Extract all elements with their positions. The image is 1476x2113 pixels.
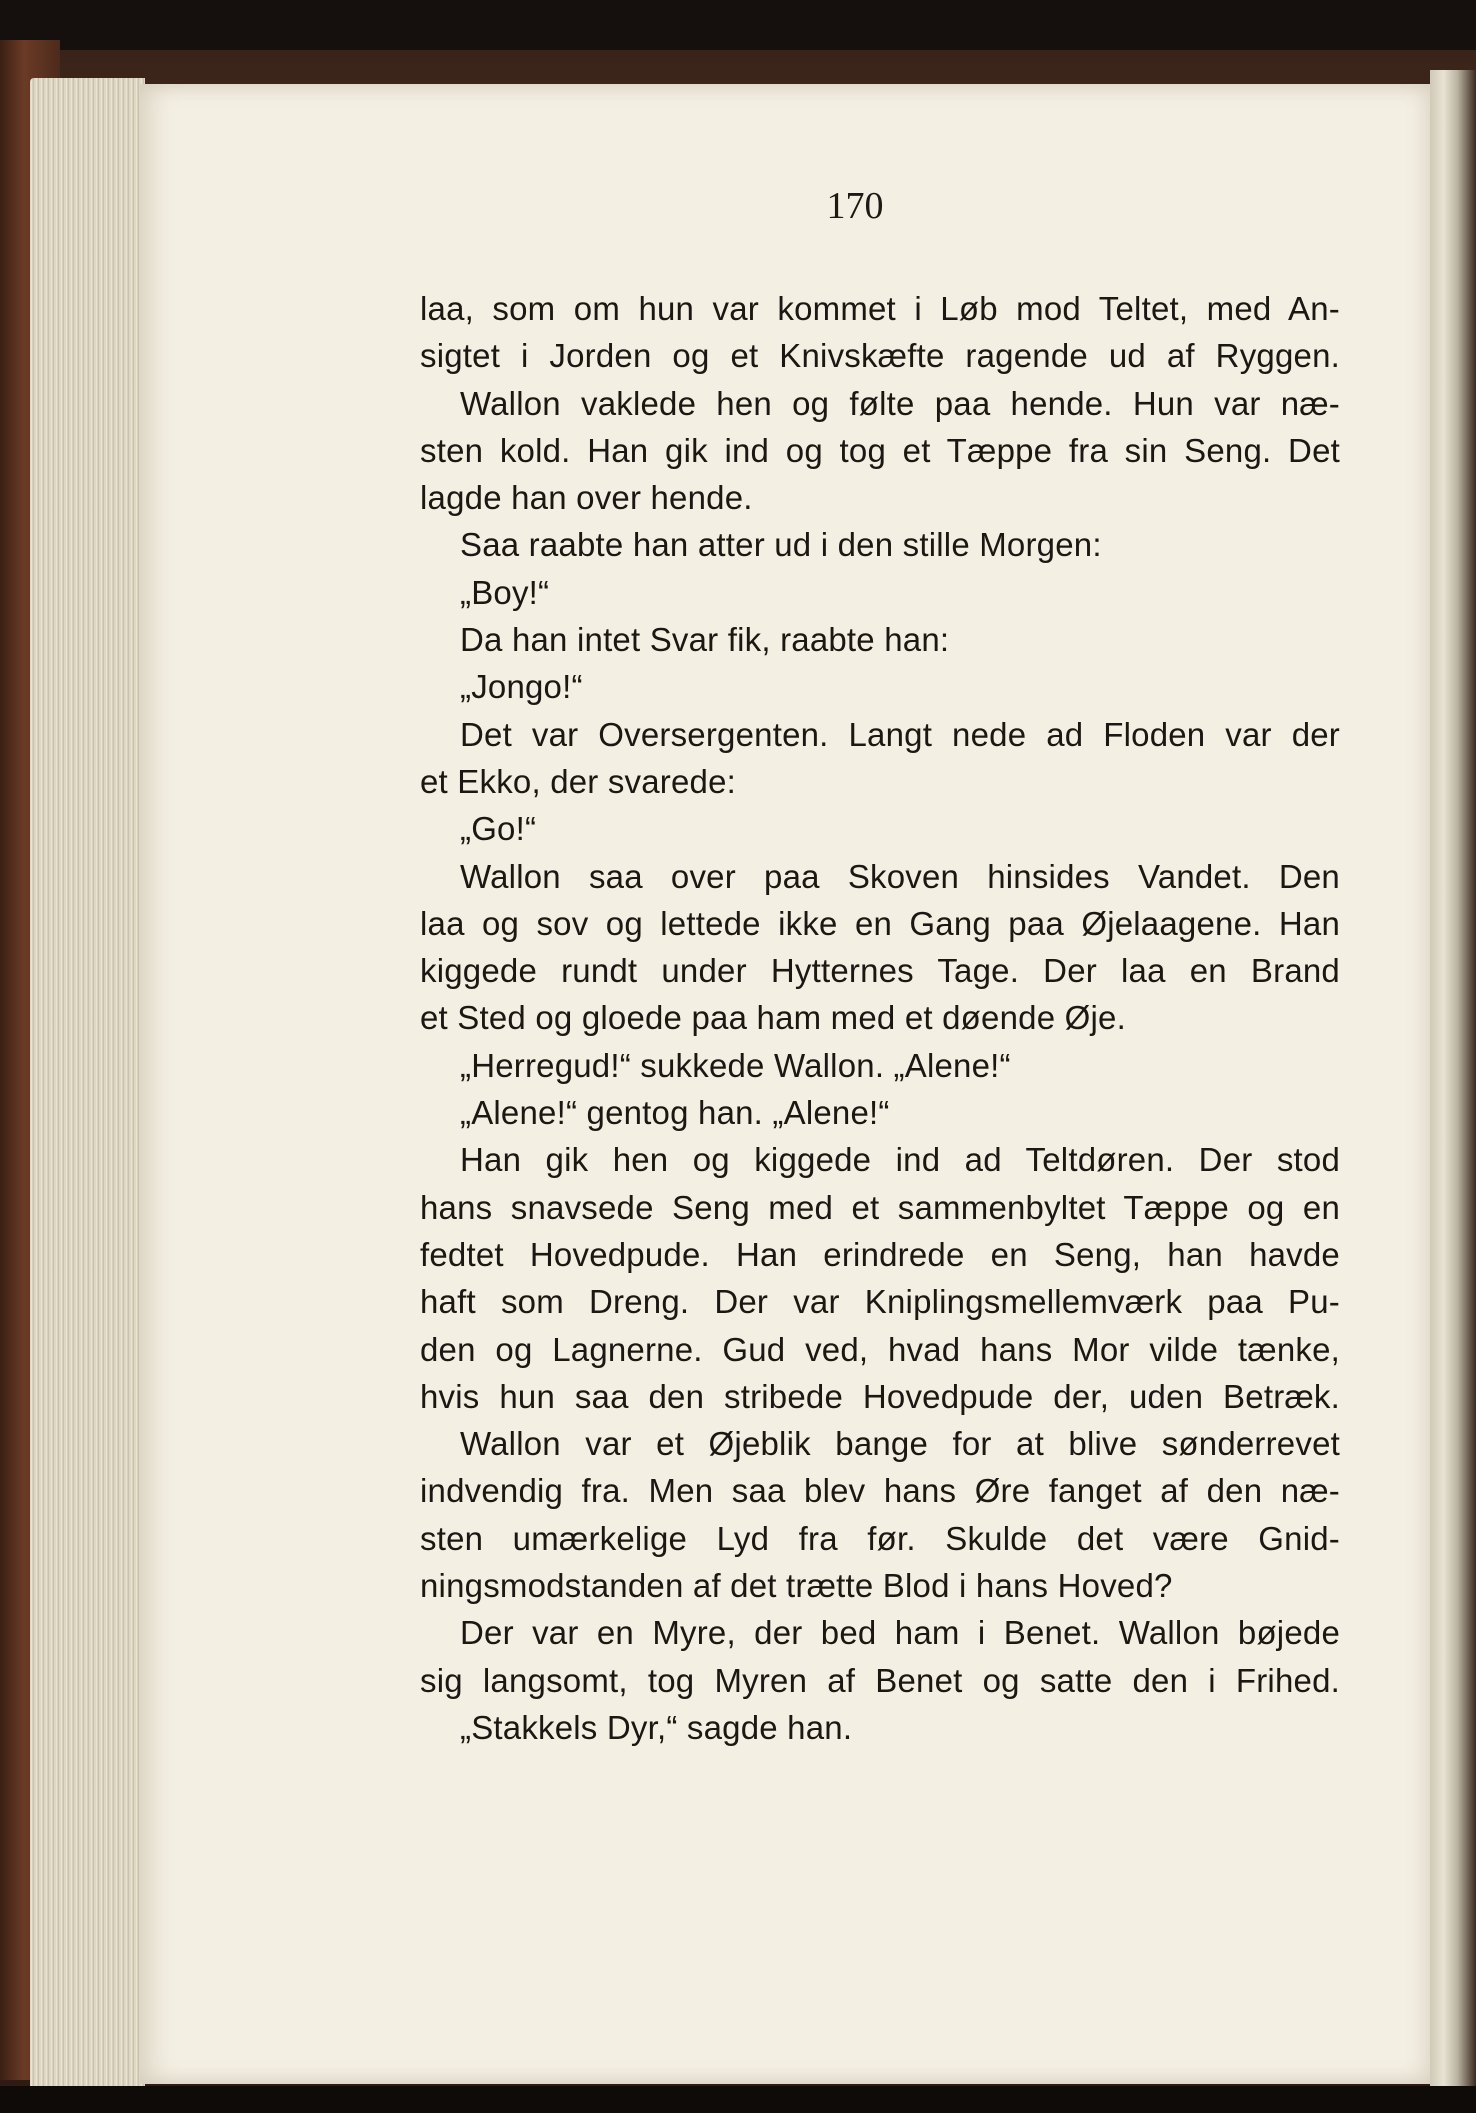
text-line: Saa raabte han atter ud i den stille Morgen:	[460, 526, 1102, 564]
text-line: kiggede rundt under Hytternes Tage. Der laa en Brand	[420, 952, 1340, 990]
page-body-text	[420, 285, 1340, 1751]
text-line: Da han intet Svar fik, raabte han:	[460, 621, 950, 659]
text-line: Wallon var et Øjeblik bange for at blive sønderrevet	[460, 1425, 1340, 1463]
scan-top-background	[0, 0, 1476, 50]
text-line: sigtet i Jorden og et Knivskæfte ragende ud af Ryggen.	[420, 337, 1340, 375]
text-line: ningsmodstanden af det trætte Blod i hans Hoved?	[420, 1567, 1173, 1605]
page-number: 170	[826, 185, 884, 227]
text-line: sten kold. Han gik ind og tog et Tæppe fra sin Seng. Det	[420, 431, 1340, 469]
text-line: Wallon vaklede hen og følte paa hende. Hun var næ-	[460, 384, 1340, 422]
text-line: laa, som om hun var kommet i Løb mod Teltet, med An-	[420, 290, 1340, 327]
text-line: et Sted og gloede paa ham med et døende Øje.	[420, 999, 1126, 1037]
text-line: Det var Oversergenten. Langt nede ad Floden var der	[460, 715, 1340, 753]
text-line: Han gik hen og kiggede ind ad Teltdøren. Der stod	[460, 1141, 1340, 1179]
text-line: sig langsomt, tog Myren af Benet og satte den i Frihed.	[420, 1661, 1340, 1699]
text-line: sten umærkelige Lyd fra før. Skulde det være Gnid-	[420, 1519, 1340, 1557]
scan-bottom-background	[0, 2086, 1476, 2113]
text-line: haft som Dreng. Der var Kniplingsmellemværk paa Pu-	[420, 1283, 1340, 1321]
text-line: „Herregud!“ sukkede Wallon. „Alene!“	[460, 1046, 1011, 1084]
text-line: hans snavsede Seng med et sammenbyltet Tæppe og en	[420, 1188, 1340, 1226]
text-line: „Go!“	[460, 810, 537, 848]
text-line: Der var en Myre, der bed ham i Benet. Wallon bøjede	[460, 1614, 1340, 1652]
text-line: „Boy!“	[460, 573, 550, 611]
text-line: lagde han over hende.	[420, 479, 753, 517]
page-stack-edge	[30, 78, 145, 2093]
text-line: „Alene!“ gentog han. „Alene!“	[460, 1094, 890, 1132]
text-line: hvis hun saa den stribede Hovedpude der, uden Betræk.	[420, 1377, 1340, 1415]
text-line: fedtet Hovedpude. Han erindrede en Seng, han havde	[420, 1235, 1340, 1273]
facing-page-edge	[1430, 70, 1476, 2113]
text-line: indvendig fra. Men saa blev hans Øre fanget af den næ-	[420, 1472, 1340, 1510]
text-line: et Ekko, der svarede:	[420, 762, 737, 800]
text-line: den og Lagnerne. Gud ved, hvad hans Mor vilde tænke,	[420, 1330, 1340, 1368]
text-line: Wallon saa over paa Skoven hinsides Vandet. Den	[460, 857, 1340, 895]
text-line: „Stakkels Dyr,“ sagde han.	[460, 1708, 853, 1746]
text-line: „Jongo!“	[460, 668, 583, 706]
text-line: laa og sov og lettede ikke en Gang paa Øjelaagene. Han	[420, 904, 1340, 942]
